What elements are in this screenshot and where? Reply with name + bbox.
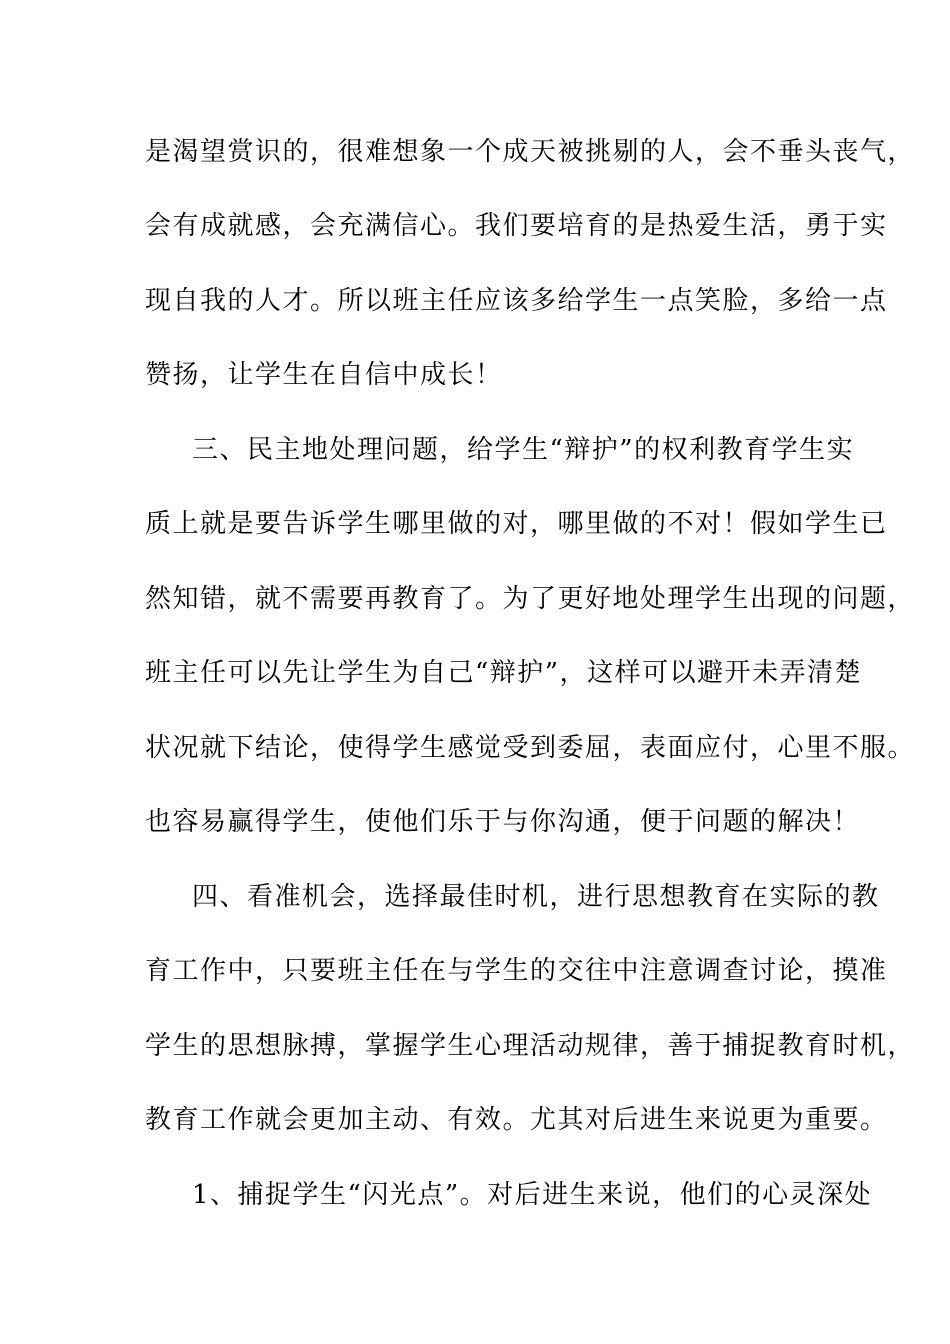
paragraph-line: 育工作中，只要班主任在与学生的交往中注意调查讨论，摸准 xyxy=(145,956,888,986)
paragraph-line: 班主任可以先让学生为自己“辩护”，这样可以避开未弄清楚 xyxy=(145,658,863,688)
list-item-line: 1、捕捉学生“闪光点”。对后进生来说，他们的心灵深处 xyxy=(192,1180,873,1210)
paragraph-line: 是渴望赏识的，很难想象一个成天被挑剔的人，会不垂头丧气， xyxy=(145,137,916,167)
paragraph-line: 现自我的人才。所以班主任应该多给学生一点笑脸，多给一点 xyxy=(145,286,888,316)
section-heading-line: 四、看准机会，选择最佳时机，进行思想教育在实际的教 xyxy=(192,882,880,912)
paragraph-line: 然知错，就不需要再教育了。为了更好地处理学生出现的问题， xyxy=(145,584,916,614)
paragraph-line: 教育工作就会更加主动、有效。尤其对后进生来说更为重要。 xyxy=(145,1105,888,1135)
paragraph-line: 赞扬，让学生在自信中成长！ xyxy=(145,360,503,390)
paragraph-line: 状况就下结论，使得学生感觉受到委屈，表面应付，心里不服。 xyxy=(145,733,916,763)
paragraph-line: 质上就是要告诉学生哪里做的对，哪里做的不对！假如学生已 xyxy=(145,509,888,539)
section-heading-line: 三、民主地处理问题，给学生“辩护”的权利教育学生实 xyxy=(192,435,855,465)
paragraph-line: 学生的思想脉搏，掌握学生心理活动规律，善于捕捉教育时机， xyxy=(145,1031,916,1061)
paragraph-line: 也容易赢得学生，使他们乐于与你沟通，便于问题的解决！ xyxy=(145,807,861,837)
paragraph-line: 会有成就感，会充满信心。我们要培育的是热爱生活，勇于实 xyxy=(145,211,888,241)
